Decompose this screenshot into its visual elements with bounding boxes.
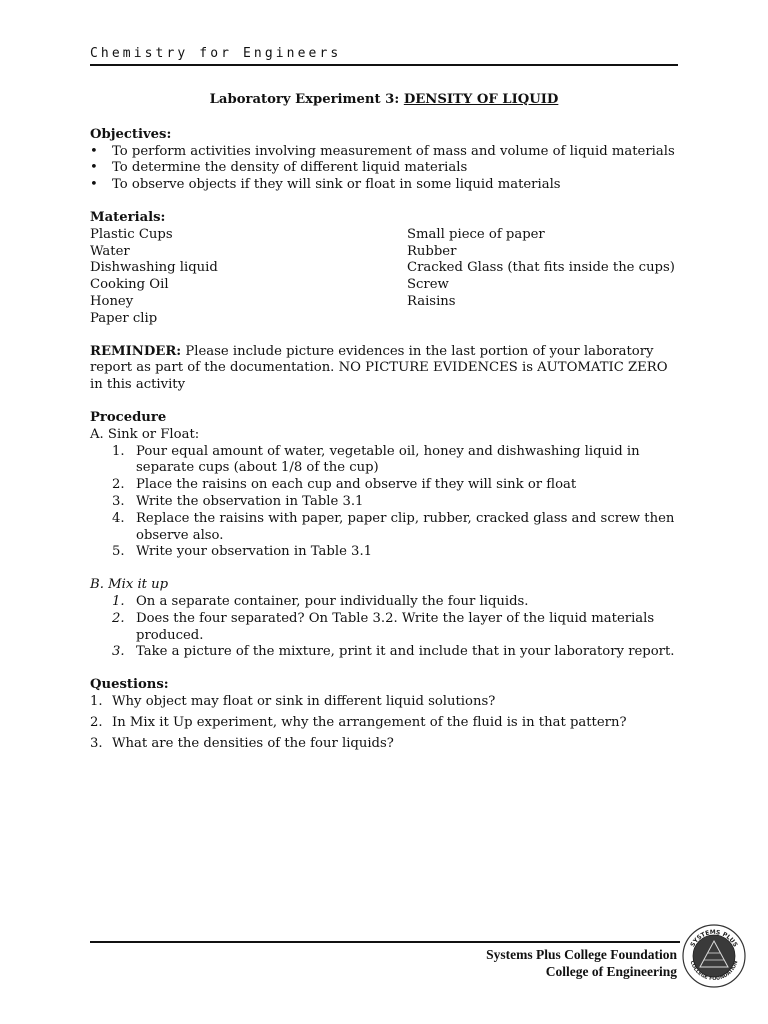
- material-item: Honey: [90, 293, 134, 309]
- material-item: Screw: [407, 277, 449, 293]
- materials-list: [90, 227, 678, 328]
- material-item: Raisins: [407, 293, 456, 309]
- experiment-title: [90, 92, 678, 109]
- reminder-label: REMINDER:: [90, 343, 182, 359]
- title-prefix: Laboratory Experiment 3:: [209, 92, 404, 107]
- materials-heading: Materials:: [90, 209, 166, 225]
- seal-top-text: SYSTEMS PLUS: [689, 928, 739, 949]
- material-item: Plastic Cups: [90, 226, 173, 242]
- questions-heading: Questions:: [90, 677, 169, 693]
- procedure-heading: Procedure: [90, 409, 167, 425]
- course-header: Chemistry for Engineers: [90, 46, 342, 61]
- procedure-step: 1. On a separate container, pour individually the four liquids.: [112, 593, 529, 609]
- part-b-title: B. Mix it up: [90, 577, 169, 593]
- materials-right-column: [407, 227, 678, 328]
- title-name: DENSITY OF LIQUID: [403, 92, 559, 107]
- pyramid-seal-icon: [682, 924, 746, 988]
- objectives-list: [90, 144, 678, 194]
- question-item: 2. In Mix it Up experiment, why the arrangement of the fluid is in that pattern?: [90, 714, 627, 730]
- procedure-step: 1. Pour equal amount of water, vegetable oil, honey and dishwashing liquid in separate cups (about 1/8 of the cup): [112, 443, 640, 476]
- questions-list: [90, 694, 678, 752]
- material-item: Water: [90, 243, 130, 259]
- procedure-step: 3. Take a picture of the mixture, print it and include that in your laboratory report.: [112, 644, 675, 660]
- footer-college-foundation: Systems Plus College Foundation: [486, 947, 677, 962]
- seal-bottom-text: COLLEGE FOUNDATION: [688, 960, 740, 983]
- document-body: [90, 92, 678, 756]
- reminder-text: Please include picture evidences in the last portion of your laboratory report as part of the documentation. NO PICTURE EVIDENCES is AUTOMATIC ZERO in this activity: [90, 343, 668, 393]
- question-item: 1. Why object may float or sink in different liquid solutions?: [90, 693, 496, 709]
- objective-item: • To observe objects if they will sink or float in some liquid materials: [90, 177, 678, 194]
- materials-left-column: [90, 227, 407, 328]
- part-b-steps: [90, 594, 678, 661]
- material-item: Cooking Oil: [90, 277, 169, 293]
- header-rule: [90, 64, 678, 66]
- reminder-paragraph: [90, 344, 678, 394]
- material-item: Cracked Glass (that fits inside the cups): [407, 260, 675, 276]
- procedure-step: 3. Write the observation in Table 3.1: [112, 493, 364, 509]
- objectives-heading: Objectives:: [90, 126, 172, 142]
- part-a-title: A. Sink or Float:: [90, 426, 200, 442]
- procedure-step: 2. Place the raisins on each cup and observe if they will sink or float: [112, 477, 577, 493]
- procedure-step: 5. Write your observation in Table 3.1: [112, 544, 373, 560]
- footer-institution: [486, 946, 677, 980]
- material-item: Paper clip: [90, 310, 158, 326]
- objective-item: • To perform activities involving measurement of mass and volume of liquid materials: [90, 144, 678, 161]
- footer-rule: [90, 941, 680, 943]
- procedure-step: 4. Replace the raisins with paper, paper clip, rubber, cracked glass and screw then observe also.: [112, 510, 675, 543]
- part-a-steps: [90, 444, 678, 562]
- material-item: Small piece of paper: [407, 226, 545, 242]
- question-item: 3. What are the densities of the four liquids?: [90, 735, 394, 751]
- procedure-step: 2. Does the four separated? On Table 3.2. Write the layer of the liquid materials produced.: [112, 610, 655, 643]
- material-item: Dishwashing liquid: [90, 260, 218, 276]
- objective-item: • To determine the density of different liquid materials: [90, 160, 678, 177]
- footer-college-engineering: College of Engineering: [545, 964, 677, 979]
- material-item: Rubber: [407, 243, 457, 259]
